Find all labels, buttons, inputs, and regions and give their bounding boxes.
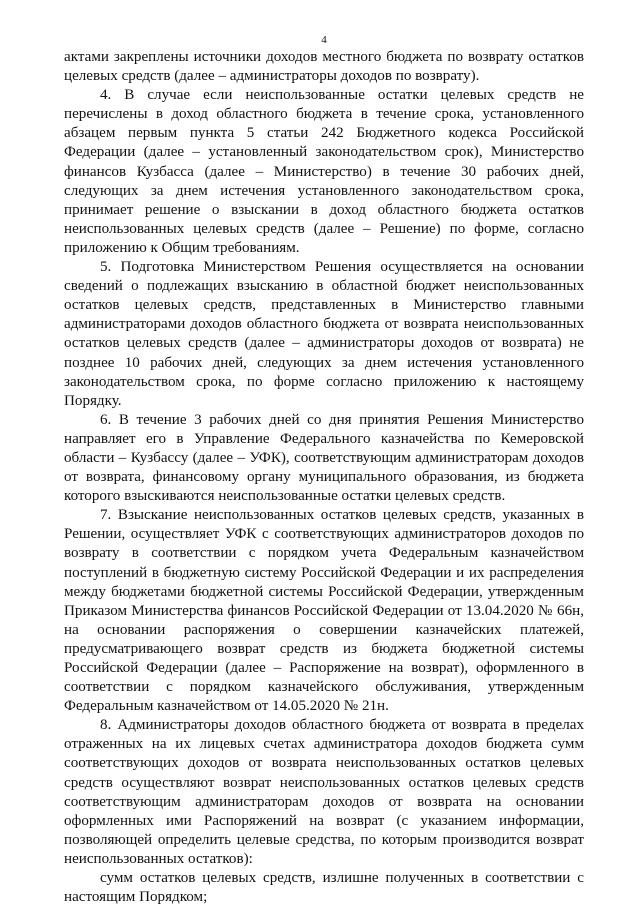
paragraph-8: 8. Администраторы доходов областного бюджета от возврата в пределах отраженных на их лицевых счетах администратора доходов бюджета сумм соответствующих доходов от возврата неиспользованных остатков целевых средств осуществляют возврат неиспользованных остатков целевых средств соответствующим администраторам доходов от возврата на основании оформленных ими Распоряжений на возврат (с указанием информации, позволяющей определить целевые средства, по которым производится возврат неиспользованных остатков): [64,717,584,867]
paragraph-7: 7. Взыскание неиспользованных остатков целевых средств, указанных в Решении, осуществляет УФК с соответствующих администраторов доходов по возврату в соответствии с порядком учета Федеральным казначейством поступлений в бюджетную систему Российской Федерации и их распределения между бюджетами бюджетной системы Российской Федерации, утвержденным Приказом Министерства финансов Российской Федерации от 13.04.2020 № 66н, на основании распоряжения о совершении казначейских платежей, предусматривающего возврат средств из бюджета бюджетной системы Российской Федерации (далее – Распоряжение на возврат), оформленного в соответствии с порядком казначейского обслуживания, утвержденным Федеральным казначейством от 14.05.2020 № 21н. [64,507,584,715]
paragraph-continuation: актами закреплены источники доходов местного бюджета по возврату остатков целевых средств (далее – администраторы доходов по возврату). [64,49,584,85]
paragraph-4: 4. В случае если неиспользованные остатки целевых средств не перечислены в доход областного бюджета в течение срока, установленного абзацем первым пункта 5 статьи 242 Бюджетного кодекса Российской Федерации (далее – установленный законодательством срок), Министерство финансов Кузбасса (далее – Министерство) в течение 30 рабочих дней, следующих за днем истечения установленного законодательством срока, принимает решение о взыскании в доход областного бюджета остатков неиспользованных целевых средств (далее – Решение) по форме, согласно приложению к Общим требованиям. [64,87,584,256]
paragraph-5: 5. Подготовка Министерством Решения осуществляется на основании сведений о подлежащих взысканию в областной бюджет неиспользованных остатков целевых средств, представленных в Министерство главными администраторами доходов областного бюджета от возврата неиспользованных остатков целевых средств (далее – администраторы доходов от возврата) не позднее 10 рабочих дней, следующих за днем истечения установленного законодательством срока, по форме согласно приложению к настоящему Порядку. [64,259,584,409]
paragraph-6: 6. В течение 3 рабочих дней со дня принятия Решения Министерство направляет его в Управление Федерального казначейства по Кемеровской области – Кузбассу (далее – УФК), соответствующим администраторам доходов от возврата, финансовому органу муниципального образования, из бюджета которого взыскиваются неиспользованные остатки целевых средств. [64,411,584,505]
page-number: 4 [321,34,327,46]
paragraph-list-item: сумм остатков целевых средств, излишне полученных в соответствии с настоящим Порядком; [64,870,584,906]
